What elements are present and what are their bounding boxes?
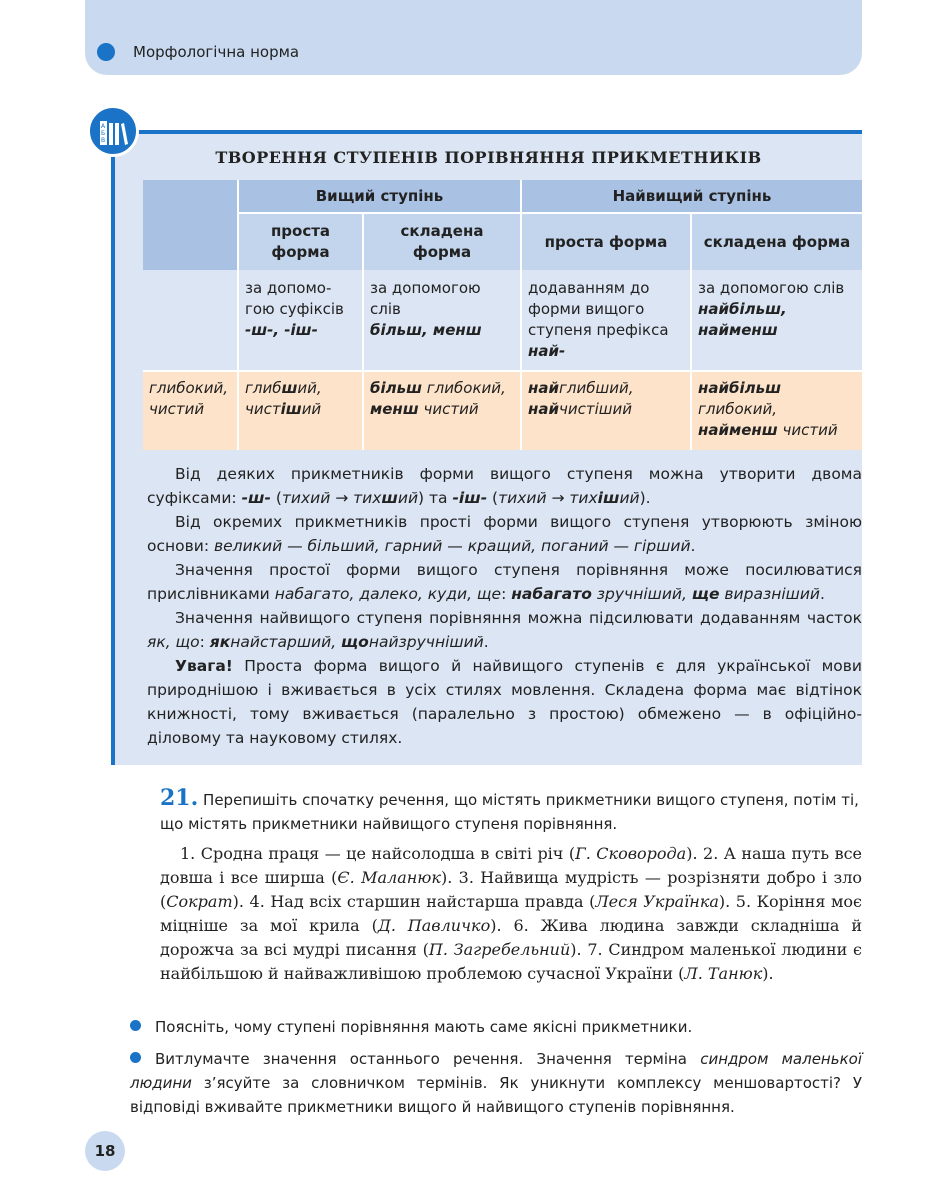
section-title: Морфологічна норма bbox=[133, 43, 300, 61]
table-subheader-row bbox=[143, 213, 862, 270]
rule-box-top-border bbox=[111, 130, 862, 134]
rule-title: ТВОРЕННЯ СТУПЕНІВ ПОРІВНЯННЯ ПРИКМЕТНИКІВ bbox=[215, 148, 762, 167]
header-simple-form: проста форма bbox=[521, 213, 691, 270]
svg-text:А: А bbox=[101, 123, 106, 130]
table-cell bbox=[143, 270, 238, 371]
table-cell: глибший, чистіший bbox=[238, 371, 363, 450]
header-superlative: Найвищий ступінь bbox=[521, 180, 862, 213]
exercise-task: Перепишіть спочатку речення, що містять прикметники вищого ступеня, потім ті, що містять прикметники найвищого ступеня порівняння. bbox=[160, 791, 859, 833]
comparison-table bbox=[143, 180, 862, 450]
exercise-text: 1. Сродна праця — це найсолодша в світі річ (Г. Сковорода). 2. А наша путь все довша і все ширша (Є. Маланюк). 3. Найвища мудрість — розрізняти добро і зло (Сократ). 4. Над всіх старшин найстарша правда (Леся Українка). 5. Коріння моє міцніше за мої крила (Д. Павличко). 6. Жива людина завжди складніша й дорожча за всі мудрі писання (П. Загребельний). 7. Синдром маленької людини є найбільшою й найважливішою проблемою сучасної України (Л. Танюк). bbox=[160, 844, 863, 983]
table-row bbox=[143, 270, 862, 371]
table-cell: за допомогою слів більш, менш bbox=[363, 270, 521, 371]
rule-box-left-border bbox=[111, 130, 115, 765]
rule-paragraph: Увага! Проста форма вищого й найвищого ступенів є для української мови природнішою і вживається в усіх стилях мовлення. Складена форма має відтінок книжності, тому вживається (паралельно з простою) обмежено — в офіційно-діловому та науковому стилях. bbox=[147, 657, 862, 747]
header-compound-form: складена форма bbox=[363, 213, 521, 270]
page-number: 18 bbox=[85, 1131, 125, 1171]
rule-paragraph: Від деяких прикметників форми вищого ступеня можна утворити двома суфіксами: -ш- (тихий → тихший) та -іш- (тихий → тихіший). bbox=[147, 465, 862, 507]
rule-text bbox=[147, 462, 862, 750]
header-compound-form: складена форма bbox=[691, 213, 862, 270]
table-row bbox=[143, 371, 862, 450]
header-simple-form: проста форма bbox=[238, 213, 363, 270]
table-cell: додаванням до форми вищого ступеня префікса най- bbox=[521, 270, 691, 371]
table-cell: за допомогою слів найбільш, найменш bbox=[691, 270, 862, 371]
task-bullet: Поясніть, чому ступені порівняння мають саме якісні прикметники. bbox=[130, 1015, 862, 1039]
bullet-dot-icon bbox=[130, 1052, 141, 1063]
table-cell: більш глибокий, менш чистий bbox=[363, 371, 521, 450]
bullet-dot-icon bbox=[97, 43, 115, 61]
rule-paragraph: Від окремих прикметників прості форми вищого ступеня утворюють зміною основи: великий — більший, гарний — кращий, поганий — гірший. bbox=[147, 513, 862, 555]
table-cell: найбільш глибокий, найменш чистий bbox=[691, 371, 862, 450]
table-cell: за допомо-гою суфіксів -ш-, -іш- bbox=[238, 270, 363, 371]
task-bullet: Витлумачте значення останнього речення. Значення терміна синдром маленької людини з’ясуйте за словничком термінів. Як уникнути комплексу меншовартості? У відповіді вживайте прикметники вищого й найвищого ступенів порівняння. bbox=[130, 1050, 862, 1116]
svg-text:Б: Б bbox=[101, 130, 106, 137]
exercise-header bbox=[160, 785, 862, 836]
header-comparative: Вищий ступінь bbox=[238, 180, 521, 213]
rule-paragraph: Значення простої форми вищого ступеня порівняння може посилюватися прислівниками набагато, далеко, куди, ще: набагато зручніший, ще виразніший. bbox=[147, 561, 862, 603]
svg-text:В: В bbox=[101, 137, 106, 144]
rule-paragraph: Значення найвищого ступеня порівняння можна підсилювати додаванням часток як, що: якнайстарший, щонайзручніший. bbox=[147, 609, 862, 651]
exercise-number: 21. bbox=[160, 785, 199, 811]
bullet-dot-icon bbox=[130, 1020, 141, 1031]
table-corner-cell bbox=[143, 180, 238, 270]
table-header-row bbox=[143, 180, 862, 213]
page-header bbox=[85, 0, 862, 75]
table-cell: найглибший, найчистіший bbox=[521, 371, 691, 450]
table-cell: глибокий, чистий bbox=[143, 371, 238, 450]
